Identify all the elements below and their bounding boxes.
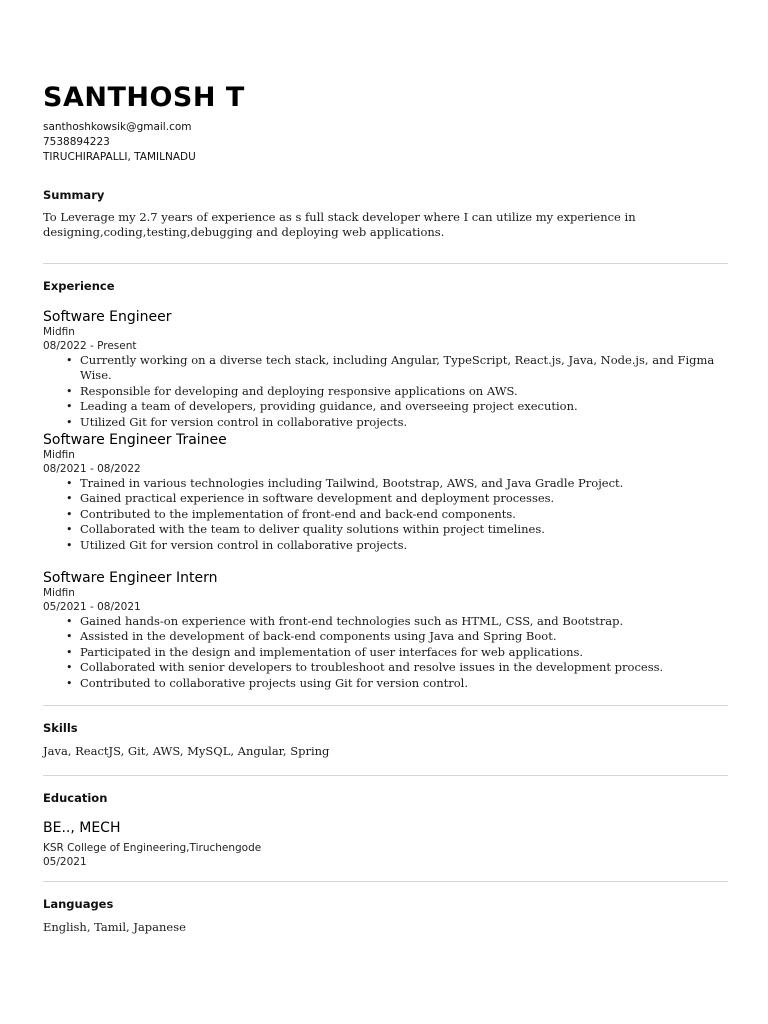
- bullet-item: • Trained in various technologies including Tailwind, Bootstrap, AWS, and Java Gradle Project.: [80, 476, 728, 491]
- bullet-item: • Utilized Git for version control in collaborative projects.: [80, 415, 728, 430]
- bullet-item: • Leading a team of developers, providing guidance, and overseeing project execution.: [80, 399, 728, 414]
- summary-text: To Leverage my 2.7 years of experience as s full stack developer where I can utilize my experience in designing,coding,testing,debugging and deploying web applications.: [43, 210, 636, 240]
- bullet-item: • Utilized Git for version control in collaborative projects.: [80, 538, 728, 553]
- bullet-item: • Responsible for developing and deploying responsive applications on AWS.: [80, 384, 728, 399]
- section-divider: [43, 881, 728, 882]
- summary-heading: Summary: [43, 188, 105, 202]
- email-text: santhoshkowsik@gmail.com: [43, 121, 192, 133]
- bullet-item: • Currently working on a diverse tech stack, including Angular, TypeScript, React.js, Java, Node.js, and Figma Wise.: [80, 353, 728, 384]
- job-bullets: [80, 476, 728, 553]
- education-heading: Education: [43, 791, 108, 805]
- job-entry: [43, 569, 728, 691]
- job-title: Software Engineer Trainee: [43, 432, 227, 448]
- job-dates: 08/2021 - 08/2022: [43, 462, 141, 475]
- job-company: Midfin: [43, 587, 75, 599]
- graduation-date: 05/2021: [43, 856, 87, 868]
- school-name: KSR College of Engineering,Tiruchengode: [43, 842, 262, 854]
- job-company: Midfin: [43, 326, 75, 338]
- job-bullets: [80, 614, 728, 691]
- phone-text: 7538894223: [43, 136, 110, 148]
- candidate-name: SANTHOSH T: [43, 82, 245, 113]
- bullet-item: • Contributed to the implementation of front-end and back-end components.: [80, 507, 728, 522]
- skills-text: Java, ReactJS, Git, AWS, MySQL, Angular, Spring: [43, 744, 330, 758]
- section-divider: [43, 705, 728, 706]
- job-dates: 08/2022 - Present: [43, 339, 137, 352]
- job-dates: 05/2021 - 08/2021: [43, 600, 141, 613]
- degree-title: BE.., MECH: [43, 820, 121, 836]
- languages-text: English, Tamil, Japanese: [43, 920, 186, 934]
- experience-heading: Experience: [43, 279, 115, 293]
- job-title: Software Engineer: [43, 309, 172, 325]
- languages-heading: Languages: [43, 897, 114, 911]
- bullet-item: • Collaborated with the team to deliver quality solutions within project timelines.: [80, 522, 728, 537]
- skills-heading: Skills: [43, 721, 78, 735]
- job-company: Midfin: [43, 449, 75, 461]
- bullet-item: • Gained practical experience in software development and deployment processes.: [80, 491, 728, 506]
- bullet-item: • Gained hands-on experience with front-end technologies such as HTML, CSS, and Bootstrap.: [80, 614, 728, 629]
- section-divider: [43, 775, 728, 776]
- contact-block: [43, 120, 196, 165]
- section-divider: [43, 263, 728, 264]
- bullet-item: • Participated in the design and implementation of user interfaces for web applications.: [80, 645, 728, 660]
- bullet-item: • Collaborated with senior developers to troubleshoot and resolve issues in the development process.: [80, 660, 728, 675]
- job-bullets: [80, 353, 728, 430]
- bullet-item: • Contributed to collaborative projects using Git for version control.: [80, 676, 728, 691]
- job-entry: [43, 308, 728, 430]
- location-text: TIRUCHIRAPALLI, TAMILNADU: [43, 151, 196, 163]
- job-title: Software Engineer Intern: [43, 570, 218, 586]
- job-entry: [43, 431, 728, 553]
- education-meta: [43, 841, 261, 869]
- bullet-item: • Assisted in the development of back-end components using Java and Spring Boot.: [80, 629, 728, 644]
